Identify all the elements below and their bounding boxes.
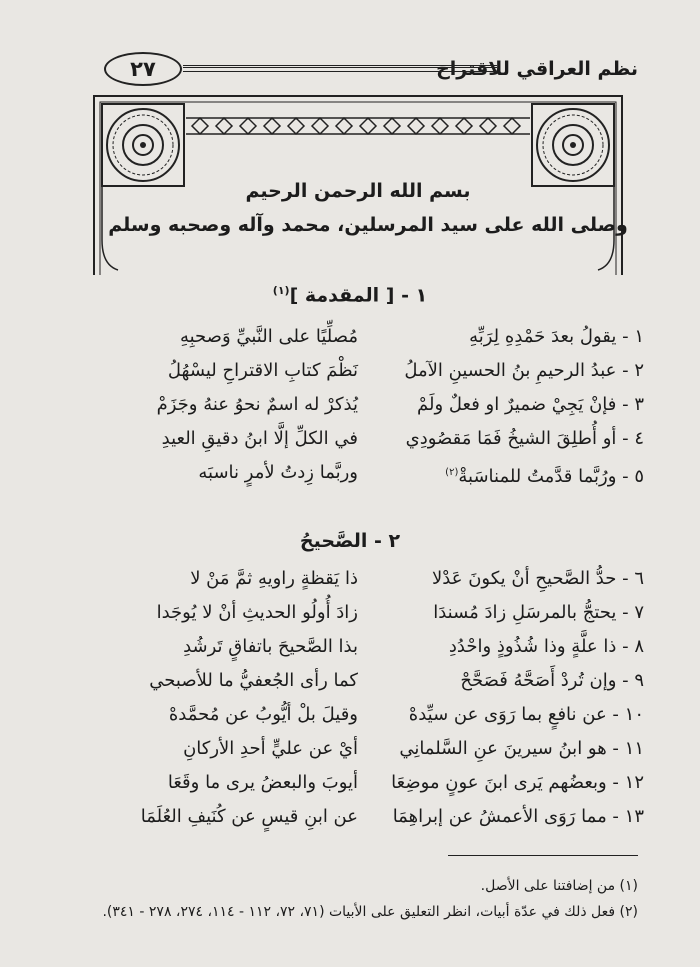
- verse-first-hemistich: ٧ - يحتجُّ بالمرسَلِ زادَ مُسندَا: [433, 602, 644, 623]
- verse-first-hemistich: ٣ - فإنْ يَجِيْ ضميرٌ او فعلٌ ولَمْ: [417, 394, 644, 415]
- verse-row: [0, 458, 700, 492]
- verse-first-hemistich: ٤ - أو أُطلِقَ الشيخُ فَمَا مَقصُودِي: [405, 428, 644, 449]
- verse-first-hemistich: ١٣ - مما رَوَى الأعمشُ عن إبراهِمَا: [392, 806, 644, 827]
- verse-first-hemistich: ٢ - عبدُ الرحيمِ بنُ الحسينِ الآملُ: [404, 360, 644, 381]
- verse-second-hemistich: مُصلِّيًا على النَّبيِّ وَصحبِهِ: [179, 326, 358, 347]
- footnote: (٢) فعل ذلك في عدّة أبيات، انظر التعليق على الأبيات (٧١، ٧٢، ١١٢ - ١١٤، ٢٧٤، ٢٧٨ - ٣٤١).: [102, 904, 638, 920]
- running-title: نظم العراقي للاقتراح: [436, 58, 638, 80]
- salawat: وصلى الله على سيد المرسلين، محمد وآله وصحبه وسلم: [108, 214, 628, 236]
- section-title-sahih: [0, 530, 700, 552]
- verse-second-hemistich: عن ابنِ قيسٍ عن كُنَيفِ العُلَمَا: [140, 806, 358, 827]
- verse-first-hemistich: [354, 458, 644, 492]
- footnote: (١) من إضافتنا على الأصل.: [480, 878, 638, 894]
- verse-row: [0, 424, 700, 458]
- verse-second-hemistich: أيوبَ والبعضُ يرى ما وقَعَا: [167, 772, 358, 793]
- verse-second-hemistich: نَظْمَ كتابِ الاقتراحِ ليسْهُلُ: [167, 360, 358, 381]
- verse-second-hemistich: وربَّما زِدتُ لأمرٍ ناسبَه: [198, 462, 358, 483]
- verse-first-hemistich: ٦ - حدُّ الصَّحيحِ أنْ يكونَ عَدْلا: [432, 568, 644, 589]
- verse-first-hemistich: ١ - يقولُ بعدَ حَمْدِهِ لِرَبِّهِ: [469, 326, 644, 347]
- verse-text: ٥ - ورُبَّما قدَّمتُ للمناسَبةْ: [458, 466, 644, 487]
- verse-first-hemistich: ١٠ - عن نافعٍ بما رَوَى عن سيِّدهْ: [408, 704, 644, 725]
- verse-first-hemistich: ١١ - هو ابنُ سيرينَ عنِ السَّلمانِي: [399, 738, 644, 759]
- verse-row: [0, 666, 700, 700]
- verse-second-hemistich: بذا الصَّحيحَ باتفاقٍ تَرشُدِ: [183, 636, 358, 657]
- footnote-ref: (٢): [445, 467, 459, 478]
- section-title-muqaddima: [0, 284, 700, 306]
- verse-second-hemistich: ذا يَقظةٍ راويهِ ثمَّ مَنْ لا: [190, 568, 358, 589]
- verse-row: [0, 632, 700, 666]
- verse-row: [0, 768, 700, 802]
- basmala: بسم الله الرحمن الرحيم: [245, 180, 471, 202]
- verse-row: [0, 322, 700, 356]
- verse-row: [0, 598, 700, 632]
- verse-second-hemistich: يُذكرْ له اسمٌ نحوُ عنهُ وجَزَمْ: [156, 394, 358, 415]
- verse-first-hemistich: ١٢ - وبعضُهم يَرى ابنَ عونٍ موضِعَا: [391, 772, 644, 793]
- verse-second-hemistich: وقيلَ بلْ أيُّوبُ عن مُحمَّدهْ: [168, 704, 358, 725]
- verse-row: [0, 390, 700, 424]
- verse-row: [0, 356, 700, 390]
- verse-second-hemistich: في الكلِّ إلَّا ابنُ دقيقِ العيدِ: [161, 428, 358, 449]
- page-number: ٢٧: [104, 52, 182, 86]
- section-title-text: ٢ - الصَّحيحُ: [299, 530, 401, 552]
- verse-row: [0, 734, 700, 768]
- verse-second-hemistich: أيْ عن عليٍّ أحدِ الأركانِ: [183, 738, 358, 759]
- footnote-ref: (١): [272, 284, 290, 297]
- section-title-text: ١ - [ المقدمة ]: [289, 284, 428, 307]
- verse-row: [0, 802, 700, 836]
- footnote-separator: [448, 855, 638, 856]
- verse-first-hemistich: ٨ - ذا علَّةٍ وذا شُذُوذٍ واحْدُدِ: [448, 636, 644, 657]
- verse-row: [0, 700, 700, 734]
- verse-second-hemistich: زادَ أُولُو الحديثِ أنْ لا يُوجَدا: [156, 602, 358, 623]
- verse-second-hemistich: كما رأى الجُعفيُّ ما للأصبحي: [149, 670, 358, 691]
- verse-first-hemistich: ٩ - وإن تُردْ أَصَحَّهُ فَصَحَّحْ: [460, 670, 644, 691]
- verse-row: [0, 564, 700, 598]
- header-rule: [183, 65, 497, 72]
